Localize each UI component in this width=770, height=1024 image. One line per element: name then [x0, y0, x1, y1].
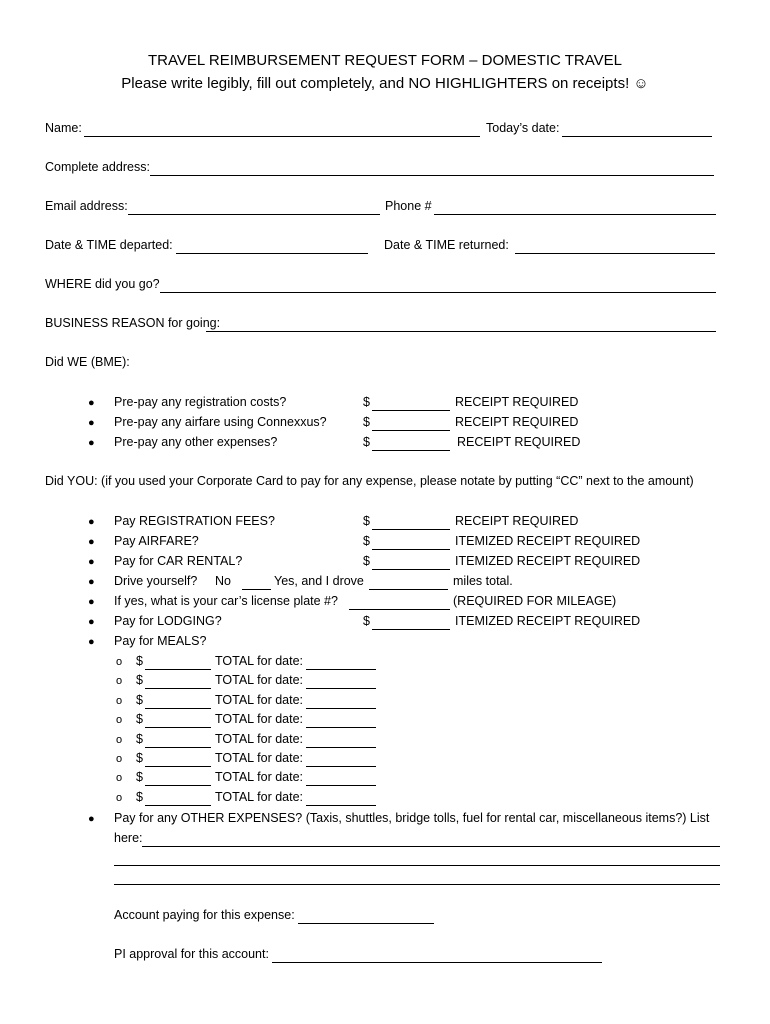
bullet-icon: ● [88, 616, 95, 628]
reason-label: BUSINESS REASON for going: [45, 316, 221, 330]
meal-total-label: TOTAL for date: [215, 712, 304, 727]
dollar-sign: $ [363, 514, 370, 528]
bullet-icon: ● [88, 397, 95, 409]
meal-total-label: TOTAL for date: [215, 751, 304, 765]
form-title: TRAVEL REIMBURSEMENT REQUEST FORM – DOMESTIC TRAVEL [148, 52, 622, 69]
name-field[interactable] [84, 136, 480, 137]
amount-field[interactable] [372, 569, 450, 570]
sub-bullet-icon: o [116, 656, 123, 668]
amount-field[interactable] [372, 629, 450, 630]
departed-label: Date & TIME departed: [45, 238, 173, 252]
did-you-item-label: Pay AIRFARE? [114, 534, 199, 548]
meal-total-label: TOTAL for date: [215, 654, 304, 668]
drive-yes-label: Yes, and I drove [274, 574, 364, 588]
other-expenses-label: Pay for any OTHER EXPENSES? (Taxis, shuttles, bridge tolls, fuel for rental car, miscellaneous items?) List [114, 811, 710, 825]
meal-dollar-sign: $ [136, 673, 143, 688]
meal-date-field[interactable] [306, 688, 376, 689]
meal-total-label: TOTAL for date: [215, 692, 304, 707]
bullet-icon: ● [88, 813, 95, 825]
meal-amount-field[interactable] [145, 766, 211, 767]
meal-amount-field[interactable] [145, 805, 211, 806]
amount-field[interactable] [372, 450, 450, 451]
other-expenses-field[interactable] [114, 884, 720, 885]
account-label: Account paying for this expense: [114, 908, 295, 922]
receipt-note: RECEIPT REQUIRED [457, 435, 581, 449]
bullet-icon: ● [88, 596, 95, 608]
meal-amount-field[interactable] [145, 708, 211, 709]
meal-dollar-sign: $ [136, 770, 143, 785]
bullet-icon: ● [88, 576, 95, 588]
miles-field[interactable] [369, 589, 448, 590]
meal-amount-field[interactable] [145, 688, 211, 689]
did-you-item-label: Pay for CAR RENTAL? [114, 554, 243, 568]
phone-field[interactable] [434, 214, 716, 215]
meal-total-label: TOTAL for date: [215, 673, 304, 688]
other-expenses-field[interactable] [142, 846, 720, 847]
meal-amount-field[interactable] [145, 727, 211, 728]
dollar-sign: $ [363, 415, 370, 429]
reason-field[interactable] [206, 331, 716, 332]
bullet-icon: ● [88, 636, 95, 648]
plate-field[interactable] [349, 609, 450, 610]
sub-bullet-icon: o [116, 675, 123, 688]
receipt-note: RECEIPT REQUIRED [455, 395, 579, 409]
meal-amount-field[interactable] [145, 785, 211, 786]
meal-amount-field[interactable] [145, 669, 211, 670]
meal-date-field[interactable] [306, 805, 376, 806]
returned-label: Date & TIME returned: [384, 238, 509, 252]
drive-label: Drive yourself? [114, 574, 198, 588]
bullet-icon: ● [88, 437, 95, 449]
amount-field[interactable] [372, 529, 450, 530]
sub-bullet-icon: o [116, 772, 123, 785]
meal-date-field[interactable] [306, 669, 376, 670]
sub-bullet-icon: o [116, 694, 123, 707]
bullet-icon: ● [88, 556, 95, 568]
address-field[interactable] [150, 175, 714, 176]
dollar-sign: $ [363, 614, 370, 628]
miles-label: miles total. [453, 574, 513, 588]
sub-bullet-icon: o [116, 733, 123, 746]
meal-dollar-sign: $ [136, 654, 143, 668]
meal-dollar-sign: $ [136, 731, 143, 746]
returned-field[interactable] [515, 253, 715, 254]
todays-date-field[interactable] [562, 136, 712, 137]
plate-note: (REQUIRED FOR MILEAGE) [453, 594, 617, 608]
did-we-item-label: Pre-pay any registration costs? [114, 395, 287, 409]
amount-field[interactable] [372, 410, 450, 411]
receipt-note: ITEMIZED RECEIPT REQUIRED [455, 554, 641, 568]
where-field[interactable] [160, 292, 716, 293]
meal-date-field[interactable] [306, 708, 376, 709]
drive-no-field[interactable] [242, 589, 271, 590]
bullet-icon: ● [88, 417, 95, 429]
receipt-note: ITEMIZED RECEIPT REQUIRED [455, 534, 641, 548]
bullet-icon: ● [88, 536, 95, 548]
did-we-item-label: Pre-pay any other expenses? [114, 435, 278, 449]
email-field[interactable] [128, 214, 380, 215]
sub-bullet-icon: o [116, 753, 123, 765]
email-label: Email address: [45, 199, 128, 213]
amount-field[interactable] [372, 430, 450, 431]
amount-field[interactable] [372, 549, 450, 550]
drive-no-label: No [215, 574, 231, 588]
plate-label: If yes, what is your car’s license plate #? [114, 594, 338, 608]
receipt-note: ITEMIZED RECEIPT REQUIRED [455, 614, 641, 628]
account-field[interactable] [298, 923, 434, 924]
receipt-note: RECEIPT REQUIRED [455, 415, 579, 429]
did-you-item-label: Pay REGISTRATION FEES? [114, 514, 275, 528]
where-label: WHERE did you go? [45, 277, 160, 291]
did-you-heading: Did YOU: (if you used your Corporate Card to pay for any expense, please notate by putting “CC” next to the amount) [45, 474, 694, 488]
phone-label: Phone # [385, 199, 432, 213]
meal-dollar-sign: $ [136, 789, 143, 804]
dollar-sign: $ [363, 534, 370, 548]
pi-approval-field[interactable] [272, 962, 602, 963]
address-label: Complete address: [45, 160, 150, 174]
departed-field[interactable] [176, 253, 368, 254]
other-here-label: here: [114, 831, 143, 845]
meal-date-field[interactable] [306, 785, 376, 786]
meals-label: Pay for MEALS? [114, 634, 207, 648]
meal-date-field[interactable] [306, 727, 376, 728]
dollar-sign: $ [363, 435, 370, 449]
other-expenses-field[interactable] [114, 865, 720, 866]
dollar-sign: $ [363, 554, 370, 568]
did-we-item-label: Pre-pay any airfare using Connexxus? [114, 415, 327, 429]
sub-bullet-icon: o [116, 714, 123, 727]
meal-dollar-sign: $ [136, 751, 143, 765]
meal-total-label: TOTAL for date: [215, 789, 304, 804]
pi-approval-label: PI approval for this account: [114, 947, 269, 961]
meal-date-field[interactable] [306, 766, 376, 767]
sub-bullet-icon: o [116, 791, 123, 804]
dollar-sign: $ [363, 395, 370, 409]
meal-total-label: TOTAL for date: [215, 731, 304, 746]
meal-amount-field[interactable] [145, 747, 211, 748]
did-we-heading: Did WE (BME): [45, 355, 130, 369]
meal-total-label: TOTAL for date: [215, 770, 304, 785]
name-label: Name: [45, 121, 82, 135]
bullet-icon: ● [88, 516, 95, 528]
todays-date-label: Today’s date: [486, 121, 560, 135]
lodging-label: Pay for LODGING? [114, 614, 222, 628]
meal-date-field[interactable] [306, 747, 376, 748]
meal-dollar-sign: $ [136, 712, 143, 727]
meal-dollar-sign: $ [136, 692, 143, 707]
receipt-note: RECEIPT REQUIRED [455, 514, 579, 528]
form-subtitle: Please write legibly, fill out completely, and NO HIGHLIGHTERS on receipts! ☺ [121, 75, 649, 92]
